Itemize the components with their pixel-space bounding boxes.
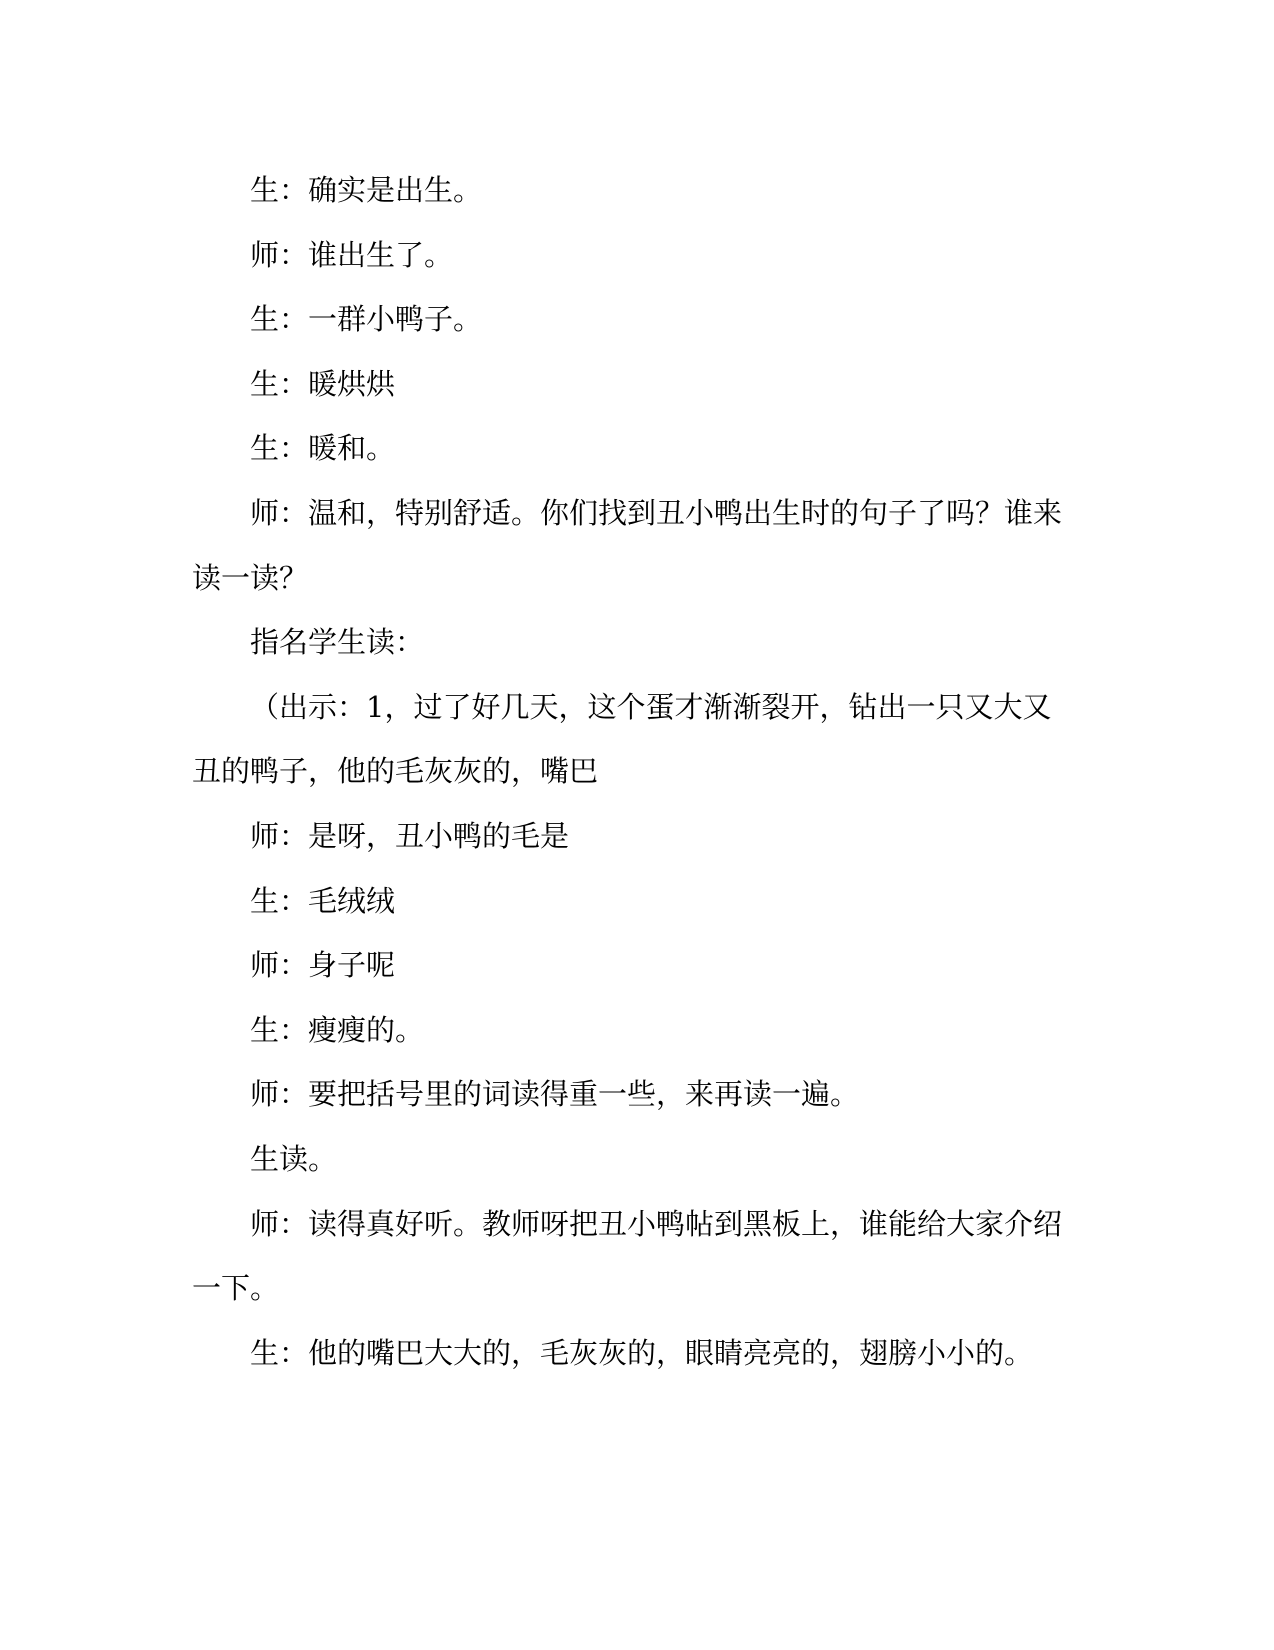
paragraph: 师：身子呢 (250, 948, 396, 983)
paragraph: 师：温和，特别舒适。你们找到丑小鸭出生时的句子了吗？谁来读一读？ (192, 495, 1063, 595)
paragraph: 师：谁出生了。 (250, 237, 454, 272)
document-body (192, 158, 1072, 1385)
paragraph: 生读。 (250, 1141, 338, 1176)
paragraph: 生：毛绒绒 (250, 883, 396, 918)
paragraph: 生：暖烘烘 (250, 366, 396, 401)
paragraph: 师：是呀，丑小鸭的毛是 (250, 818, 570, 853)
paragraph: （出示：1，过了好几天，这个蛋才渐渐裂开，钻出一只又大又丑的鸭子，他的毛灰灰的，嘴巴 (192, 689, 1052, 789)
paragraph: 生：暖和。 (250, 431, 396, 466)
paragraph: 生：一群小鸭子。 (250, 302, 483, 337)
paragraph: 师：要把括号里的词读得重一些，来再读一遍。 (250, 1077, 860, 1112)
paragraph: 生：确实是出生。 (250, 173, 483, 207)
paragraph: 生：瘦瘦的。 (250, 1012, 425, 1047)
paragraph: 生：他的嘴巴大大的，毛灰灰的，眼睛亮亮的，翅膀小小的。 (250, 1335, 1034, 1370)
paragraph: 师：读得真好听。教师呀把丑小鸭帖到黑板上，谁能给大家介绍一下。 (192, 1206, 1063, 1306)
paragraph: 指名学生读： (250, 625, 425, 660)
